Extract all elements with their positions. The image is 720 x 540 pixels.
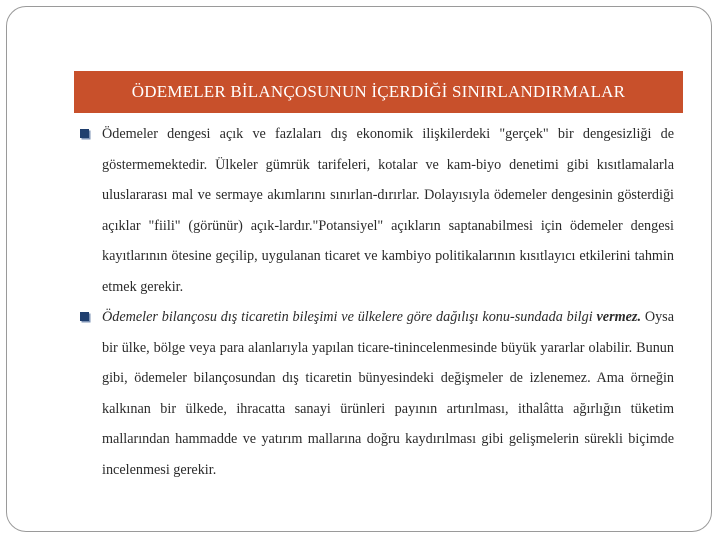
bullet-text-1: Ödemeler dengesi açık ve fazlaları dış ekonomik ilişkilerdeki "gerçek" bir dengesizliği de göstermemektedir. Ülkeler gümrük tarifeleri, kotalar ve kam-biyo denetimi gibi kısıtlamalarla uluslararası mal ve sermaye akımlarını sınırlan-dırırlar. Dolayısıyla ödemeler dengesinin gösterdiği açıklar "fiili" (görünür) açık-lardır."Potansiyel" açıkların saptanabilmesi için ödemeler dengesi kayıtlarının ötesine geçilip, uygulanan ticaret ve kambiyo politikalarının kısıtlayıcı etkilerini tahmin etmek gerekir. (102, 126, 674, 295)
slide-title-bar (74, 71, 683, 113)
square-bullet-icon (80, 312, 89, 321)
bullet-item-2 (82, 302, 674, 485)
slide-title: ÖDEMELER BİLANÇOSUNUN İÇERDİĞİ SINIRLANDIRMALAR (131, 82, 626, 101)
square-bullet-icon (80, 129, 89, 138)
bullet-2-text: Oysa bir ülke, bölge veya para alanlarıyla yapılan ticare-tinincelenmesinde büyük yararlar olabilir. Bunun gibi, ödemeler bilançosundan dış ticaretin bünyesindeki değişmeler de izlenemez. Ama örneğin kalkınan bir ülkede, ihracatta sanayi ürünleri payının artırılması, ithalâtta ağırlığın tüketim mallarından hammadde ve yatırım mallarına doğru kaydırılması gibi gelişmelerin sürekli biçimde incelenmesi gerekir. (102, 309, 674, 478)
slide-content (82, 119, 674, 485)
bullet-2-italic-text: Ödemeler bilançosu dış ticaretin bileşimi ve ülkelere göre dağılışı konu-sundada bilgi (102, 309, 597, 325)
bullet-item-1 (82, 119, 674, 302)
bullet-text-2 (102, 302, 674, 485)
bullet-2-bold-italic-text: vermez. (596, 309, 641, 325)
